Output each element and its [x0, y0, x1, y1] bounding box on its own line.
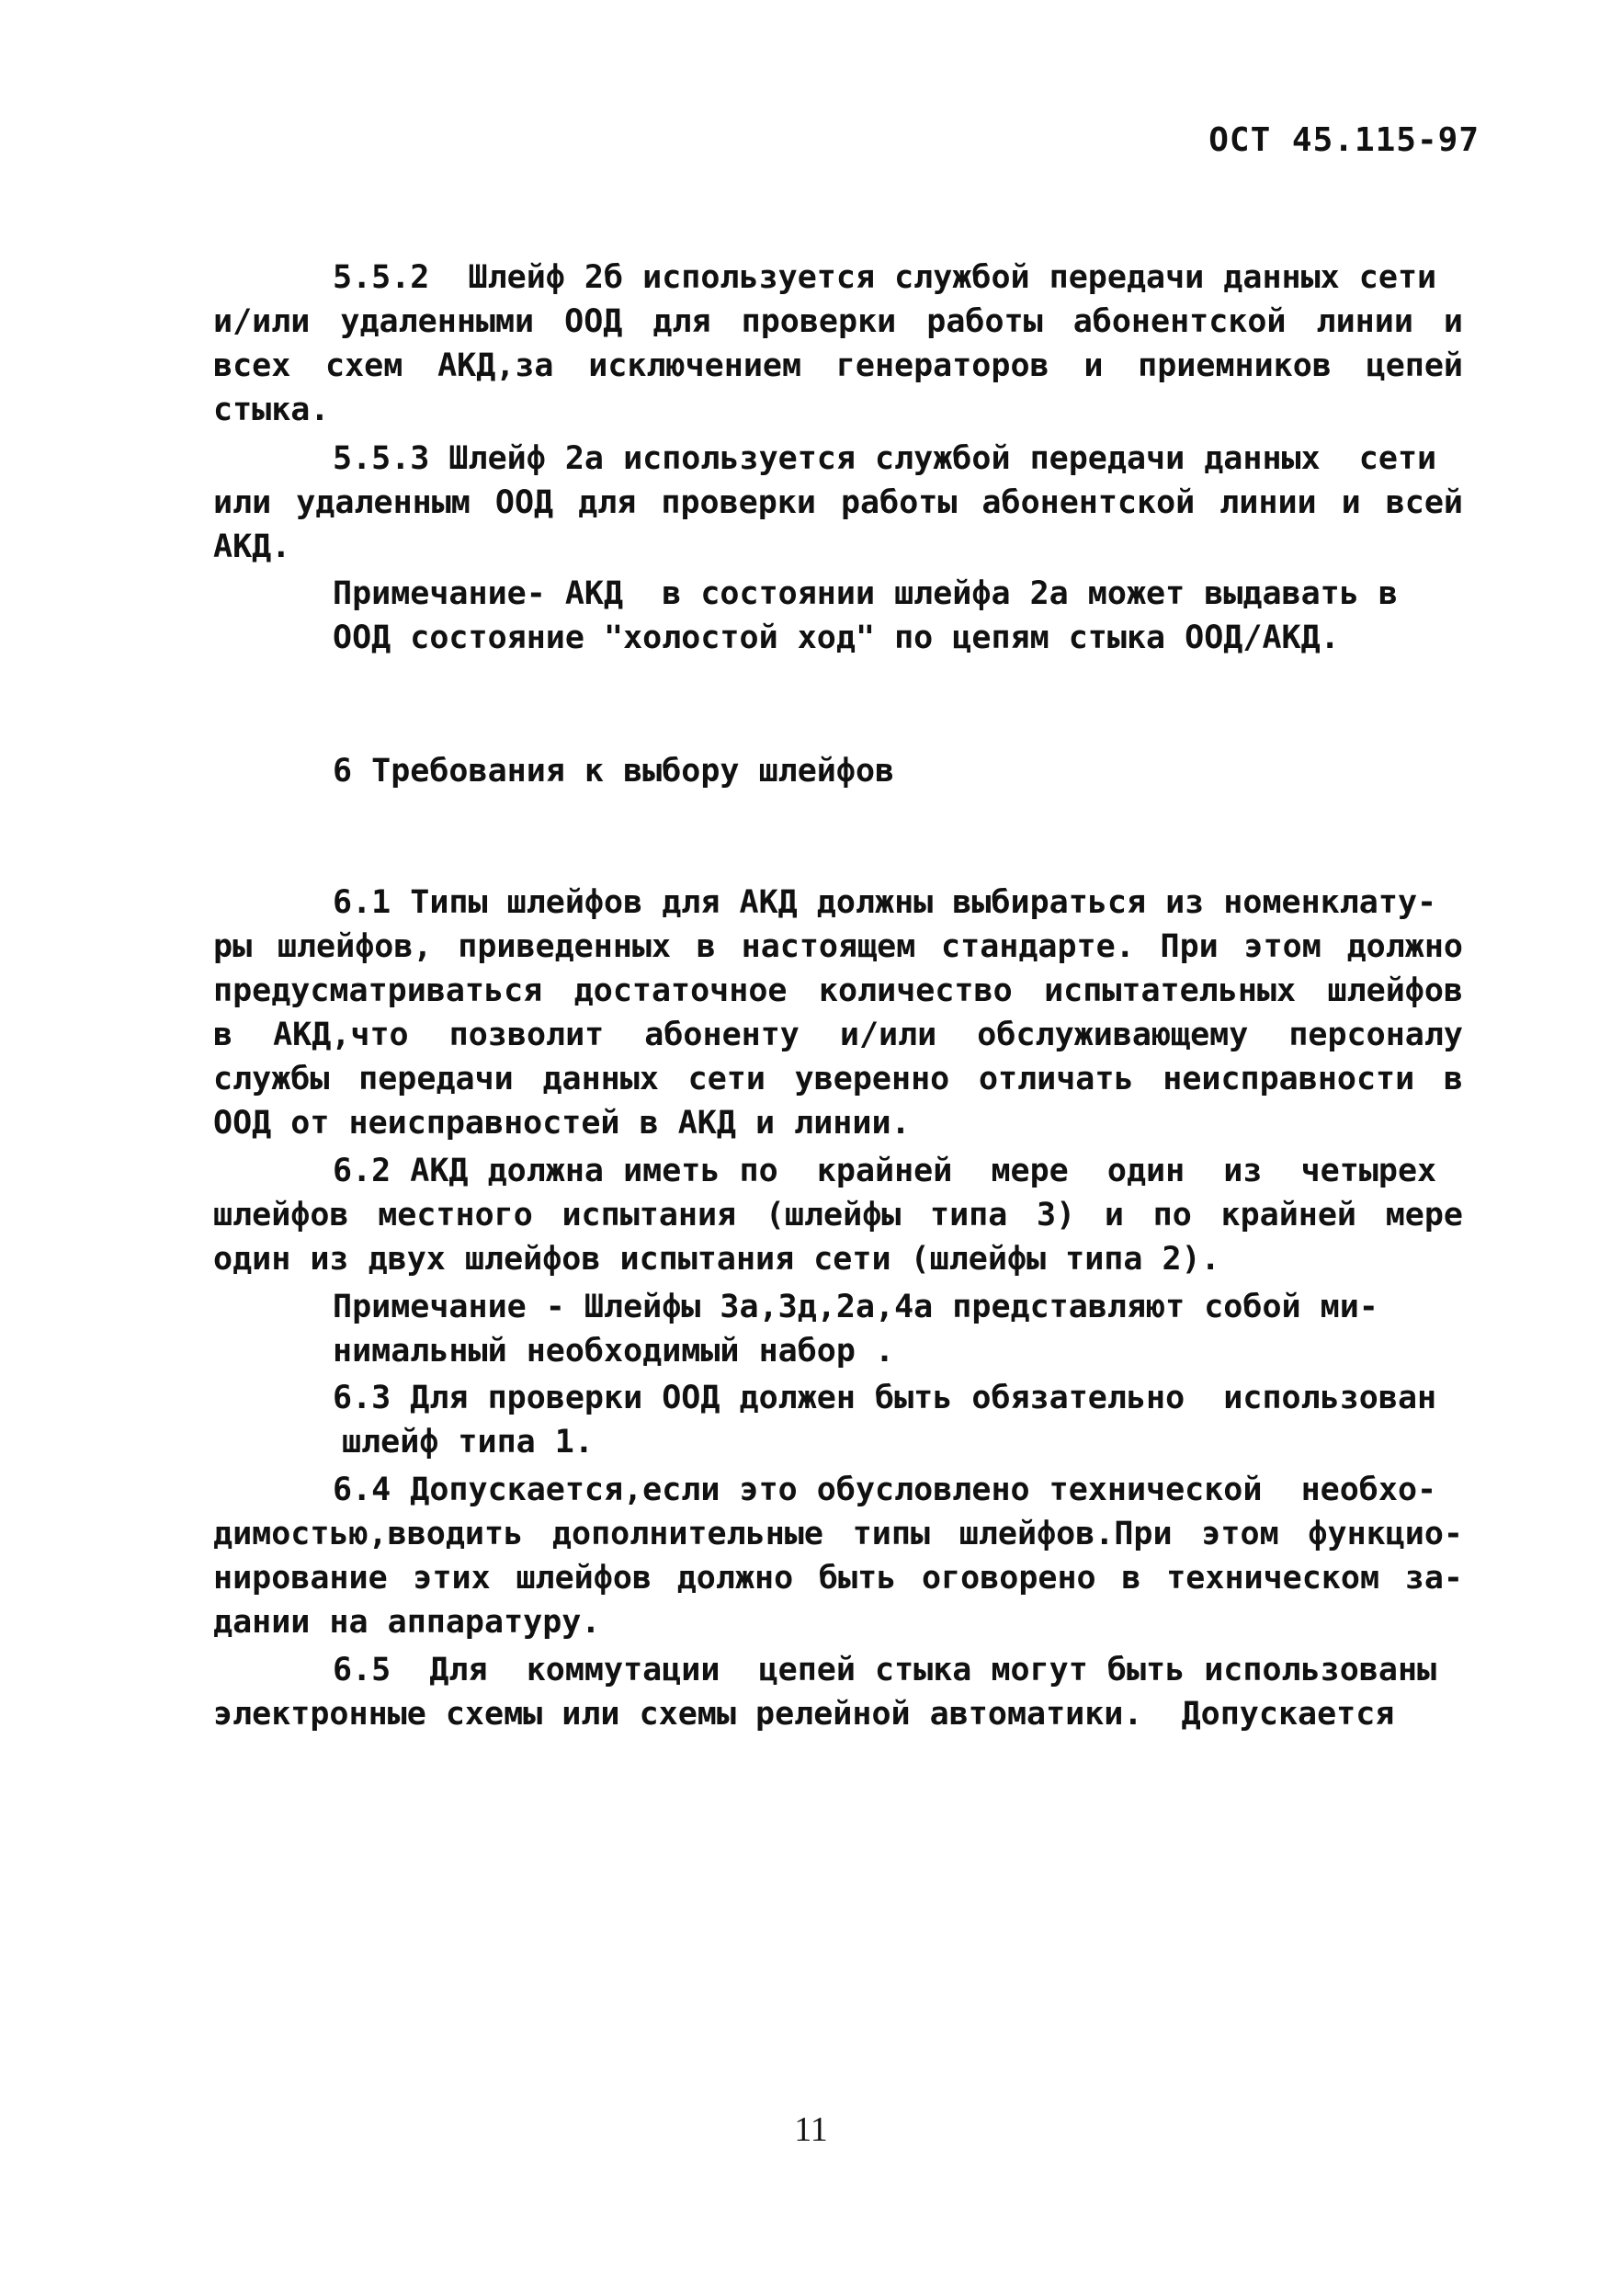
text-line: предусматриваться достаточное количество испытательных шлейфов	[213, 972, 1463, 1009]
text-line: ры шлейфов, приведенных в настоящем стандарте. При этом должно	[213, 928, 1463, 965]
text-line: стыка.	[213, 392, 330, 428]
text-line: службы передачи данных сети уверенно отличать неисправности в	[213, 1061, 1463, 1097]
text-line: 6.4 Допускается,если это обусловлено технической необхо-	[333, 1472, 1437, 1508]
text-line: нирование этих шлейфов должно быть оговорено в техническом за-	[213, 1560, 1463, 1597]
note-line: Примечание - Шлейфы 3а,3д,2а,4а представляют собой ми-	[333, 1289, 1378, 1325]
section-heading: 6 Требования к выбору шлейфов	[333, 753, 895, 790]
text-line: один из двух шлейфов испытания сети (шлейфы типа 2).	[213, 1241, 1220, 1278]
text-line: электронные схемы или схемы релейной автоматики. Допускается	[213, 1696, 1395, 1733]
text-line: шлейфов местного испытания (шлейфы типа 3) и по крайней мере	[213, 1197, 1463, 1233]
page-number: 11	[794, 2110, 828, 2149]
text-line: 6.5 Для коммутации цепей стыка могут быть использованы	[333, 1652, 1437, 1688]
note-line: ООД состояние "холостой ход" по цепям стыка ООД/АКД.	[333, 619, 1340, 656]
text-line: 5.5.2 Шлейф 2б используется службой передачи данных сети	[333, 259, 1437, 296]
text-line: дании на аппаратуру.	[213, 1604, 601, 1641]
text-line: в АКД,что позволит абоненту и/или обслуживающему персоналу	[213, 1017, 1463, 1053]
text-line: димостью,вводить дополнительные типы шлейфов.При этом функцио-	[213, 1516, 1463, 1552]
text-line: 6.2 АКД должна иметь по крайней мере один из четырех	[333, 1153, 1437, 1189]
note-line: нимальный необходимый набор .	[333, 1333, 895, 1370]
note-line: Примечание- АКД в состоянии шлейфа 2а может выдавать в	[333, 575, 1398, 612]
document-code: ОСТ 45.115-97	[1208, 121, 1480, 159]
text-line: АКД.	[213, 529, 291, 565]
text-line: всех схем АКД,за исключением генераторов и приемников цепей	[213, 347, 1463, 384]
text-line: и/или удаленными ООД для проверки работы абонентской линии и	[213, 303, 1463, 340]
text-line: 5.5.3 Шлейф 2а используется службой передачи данных сети	[333, 440, 1437, 477]
text-line: ООД от неисправностей в АКД и линии.	[213, 1105, 911, 1142]
text-line: шлейф типа 1.	[342, 1424, 594, 1461]
text-line: или удаленным ООД для проверки работы абонентской линии и всей	[213, 484, 1463, 521]
text-line: 6.3 Для проверки ООД должен быть обязательно использован	[333, 1380, 1437, 1416]
text-line: 6.1 Типы шлейфов для АКД должны выбираться из номенклату-	[333, 884, 1437, 921]
